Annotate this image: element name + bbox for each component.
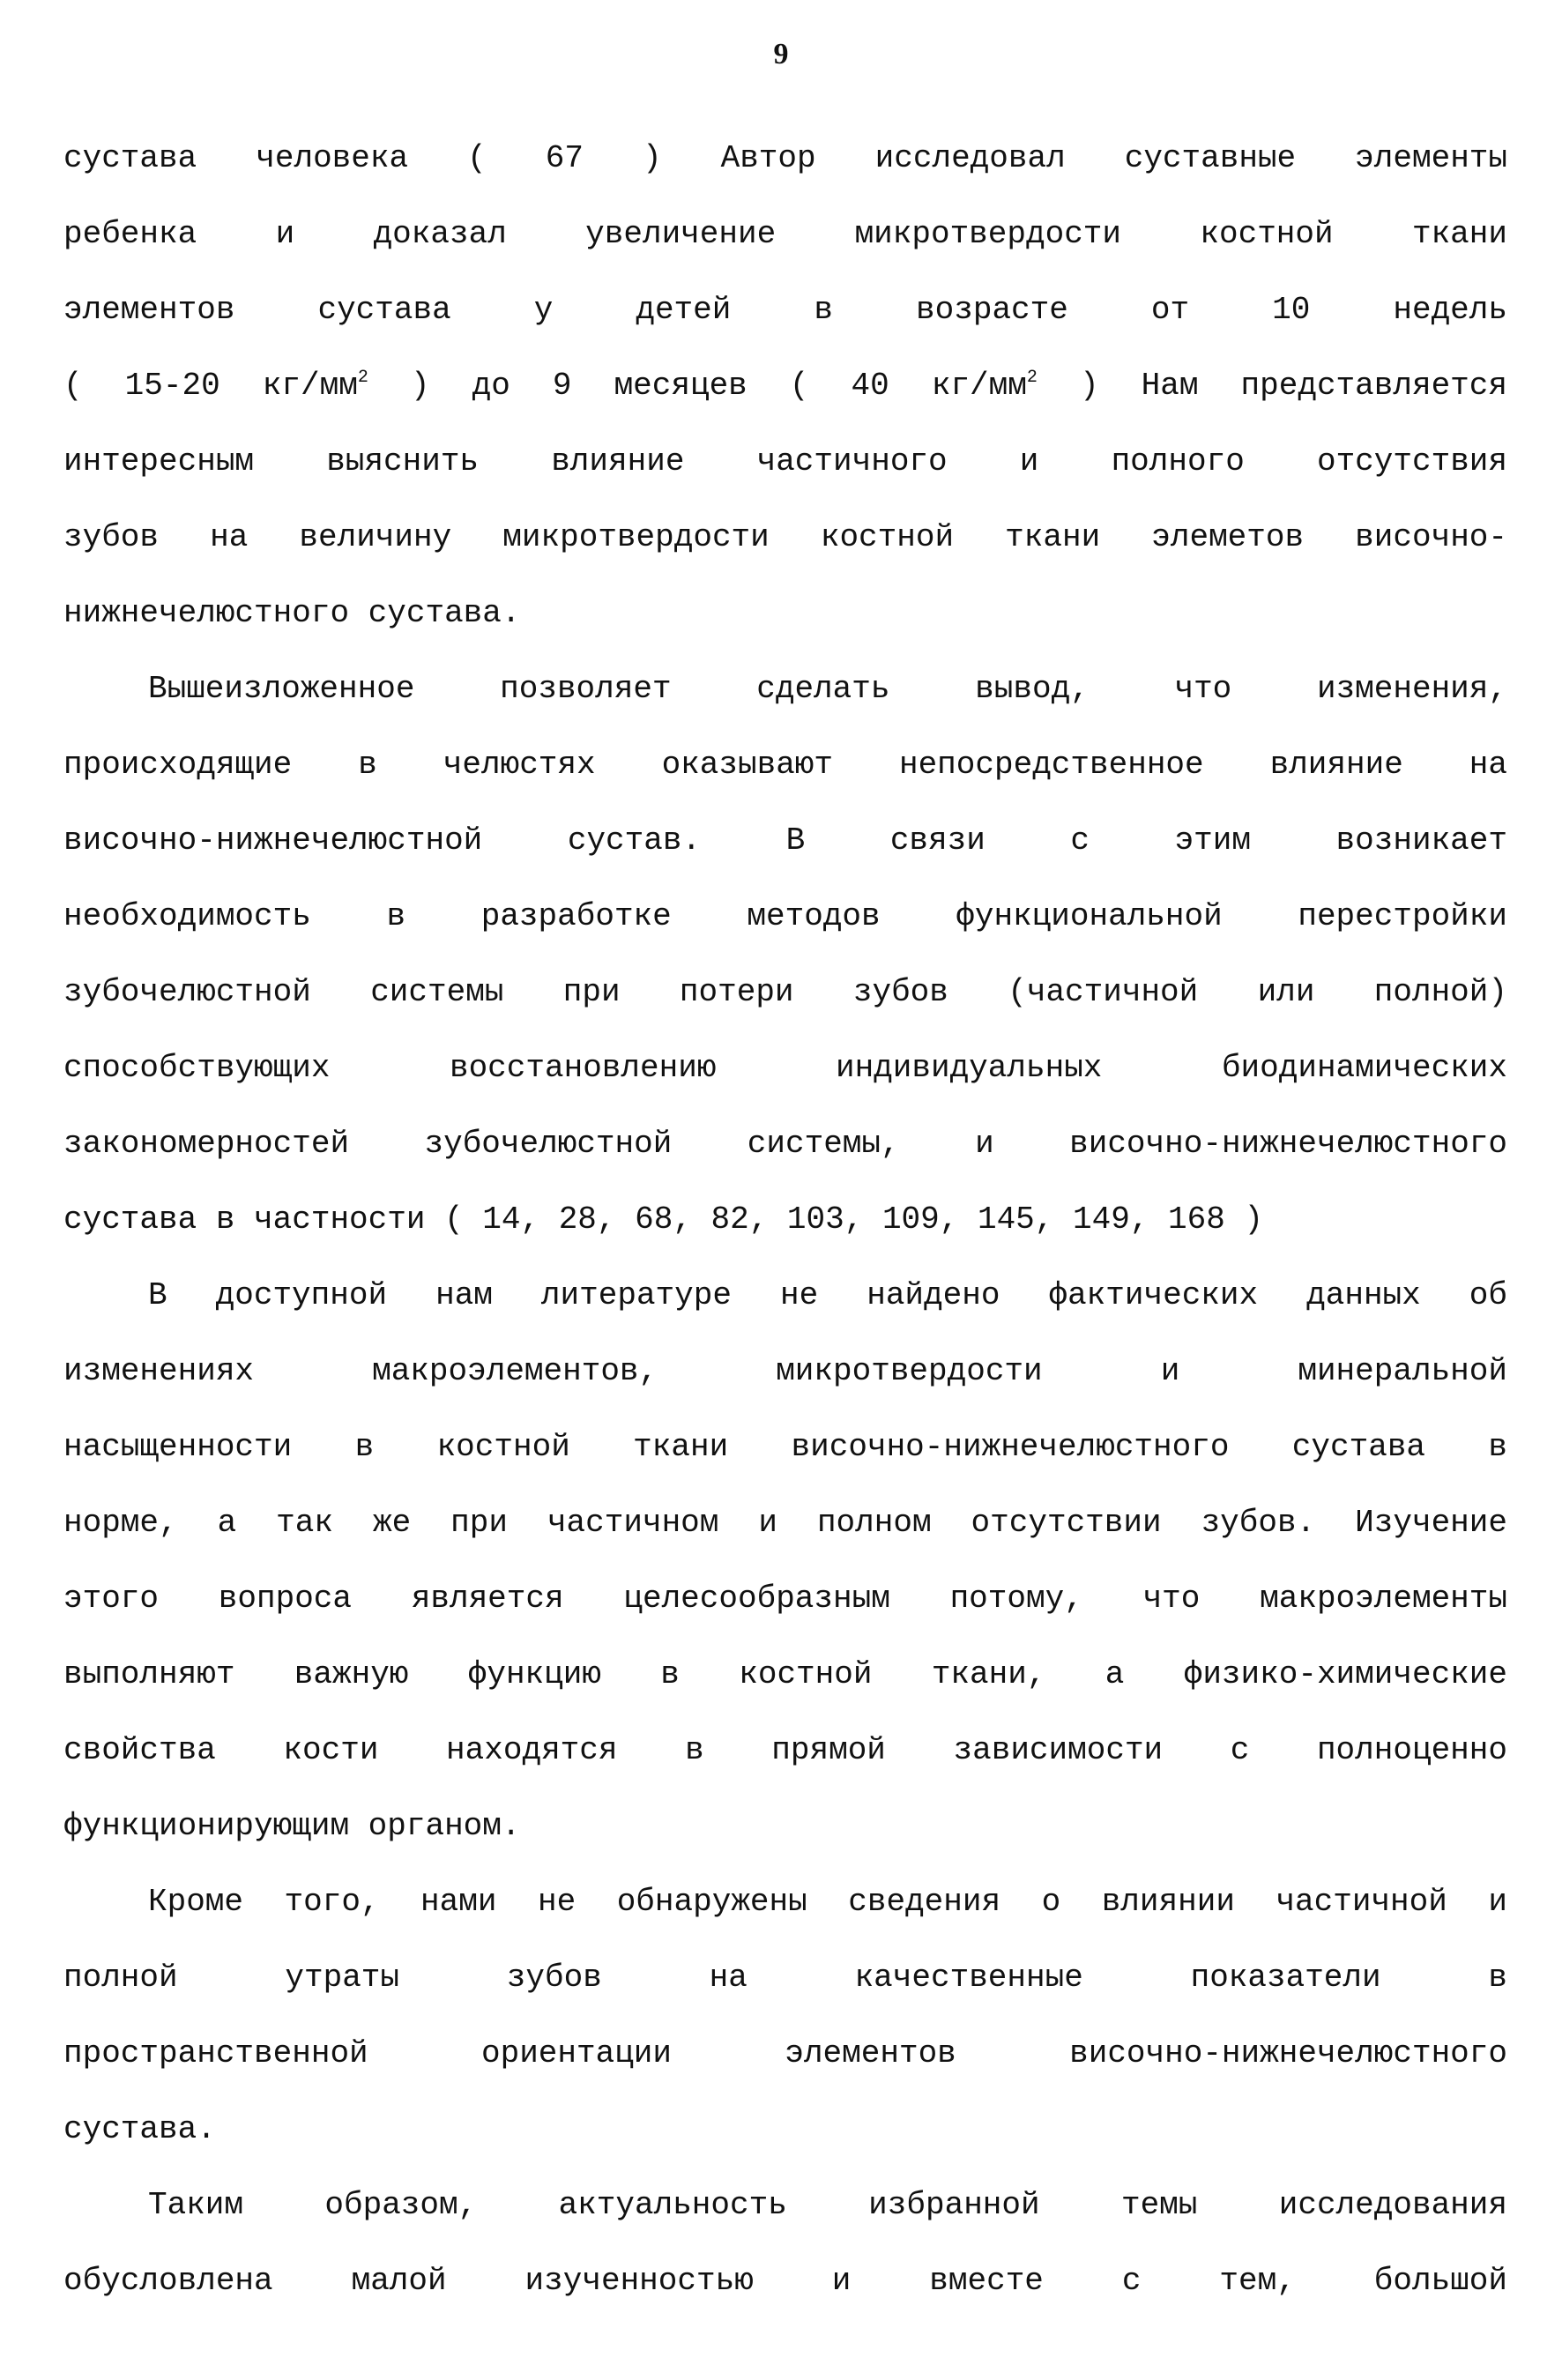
text-line: Таким образом, актуальность избранной темы исследования	[148, 2187, 1507, 2223]
text-line: зубочелюстной системы при потери зубов (частичной или полной)	[63, 974, 1507, 1010]
text-line: этого вопроса является целесообразным потому, что макроэлементы	[63, 1580, 1507, 1617]
text-line: В доступной нам литературе не найдено фактических данных об	[148, 1277, 1507, 1313]
text-line: элементов сустава у детей в возрасте от 10 недель	[63, 292, 1507, 328]
text-line: необходимость в разработке методов функциональной перестройки	[63, 898, 1507, 934]
text-line: ребенка и доказал увеличение микротвердости костной ткани	[63, 216, 1507, 252]
text-line: закономерностей зубочелюстной системы, и височно-нижнечелюстного	[63, 1126, 1507, 1162]
text-line: насыщенности в костной ткани височно-нижнечелюстного сустава в	[63, 1429, 1507, 1465]
text-line: интересным выяснить влияние частичного и полного отсутствия	[63, 443, 1507, 480]
text-line: изменениях макроэлементов, микротвердости и минеральной	[63, 1353, 1507, 1389]
page-number: 9	[773, 38, 789, 71]
text-line: ( 15-20 $кг/мм^2$ ) до 9 месяцев ( 40 $кг/мм^2$ ) Нам представляется	[63, 368, 1507, 404]
text-line: обусловлена малой изученностью и вместе с тем, большой	[63, 2263, 1507, 2299]
superscript: 2	[357, 368, 368, 388]
text-line: свойства кости находятся в прямой зависимости с полноценно	[63, 1732, 1507, 1768]
text-line: выполняют важную функцию в костной ткани, а физико-химические	[63, 1656, 1507, 1692]
text-line: зубов на величину микротвердости костной ткани элеметов височно-	[63, 519, 1507, 555]
text-line: полной утраты зубов на качественные показатели в	[63, 1960, 1507, 1996]
text-line: нижнечелюстного сустава.	[63, 595, 521, 631]
superscript: 2	[1026, 368, 1038, 388]
text-line: пространственной ориентации элементов височно-нижнечелюстного	[63, 2035, 1507, 2071]
text-line: Кроме того, нами не обнаружены сведения о влиянии частичной и	[148, 1884, 1507, 1920]
text-line: сустава в частности ( 14, 28, 68, 82, 103, 109, 145, 149, 168 )	[63, 1201, 1264, 1238]
text-line: сустава человека ( 67 ) Автор исследовал суставные элементы	[63, 140, 1507, 176]
text-line: происходящие в челюстях оказывают непосредственное влияние на	[63, 747, 1507, 783]
text-line: функционирующим органом.	[63, 1808, 521, 1844]
text-line: норме, а так же при частичном и полном отсутствии зубов. Изучение	[63, 1505, 1507, 1541]
text-line: способствующих восстановлению индивидуальных биодинамических	[63, 1050, 1507, 1086]
text-line: Вышеизложенное позволяет сделать вывод, что изменения,	[148, 671, 1507, 707]
text-line: височно-нижнечелюстной сустав. В связи с этим возникает	[63, 822, 1507, 859]
text-line: сустава.	[63, 2111, 216, 2147]
